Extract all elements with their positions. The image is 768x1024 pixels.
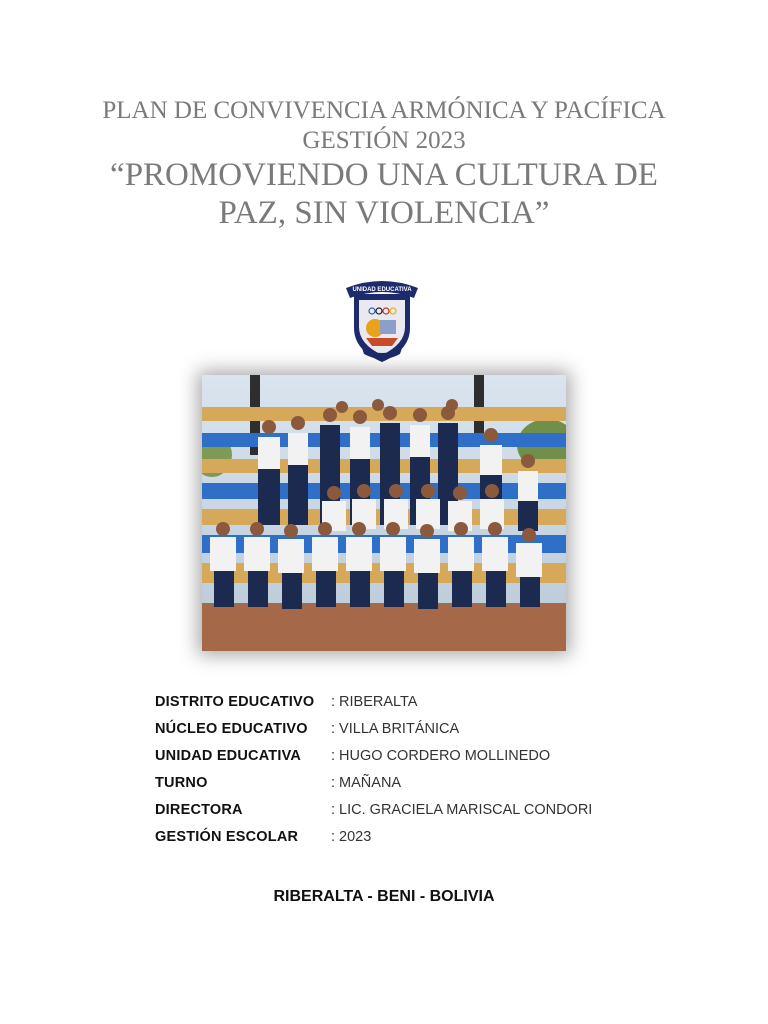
info-value: : VILLA BRITÁNICA [331,720,460,737]
info-row-distrito [155,688,592,715]
gestion-title: GESTIÓN 2023 [302,127,466,154]
info-value: : MAÑANA [331,774,402,791]
info-row-nucleo [155,715,592,742]
info-row-unidad [155,742,592,769]
info-label: NÚCLEO EDUCATIVO [155,720,308,737]
group-photo [202,375,566,651]
info-value: : 2023 [331,828,372,845]
plan-title: PLAN DE CONVIVENCIA ARMÓNICA Y PACÍFICA [102,97,666,124]
info-label: GESTIÓN ESCOLAR [155,828,299,845]
info-label: DIRECTORA [155,801,243,818]
slogan-title: “PROMOVIENDO UNA CULTURA DE PAZ, SIN VIOLENCIA” [110,157,658,231]
info-label: UNIDAD EDUCATIVA [155,747,302,764]
svg-text:UNIDAD EDUCATIVA: UNIDAD EDUCATIVA [352,287,412,293]
school-crest-logo [342,276,422,366]
location-footer: RIBERALTA - BENI - BOLIVIA [273,888,495,905]
info-row-directora [155,796,592,823]
school-info-table [155,688,592,850]
info-value: : HUGO CORDERO MOLLINEDO [331,747,551,764]
info-value: : RIBERALTA [331,693,418,710]
info-label: TURNO [155,774,208,791]
info-row-turno [155,769,592,796]
info-label: DISTRITO EDUCATIVO [155,693,315,710]
info-row-gestion [155,823,592,850]
info-value: : LIC. GRACIELA MARISCAL CONDORI [331,801,593,818]
